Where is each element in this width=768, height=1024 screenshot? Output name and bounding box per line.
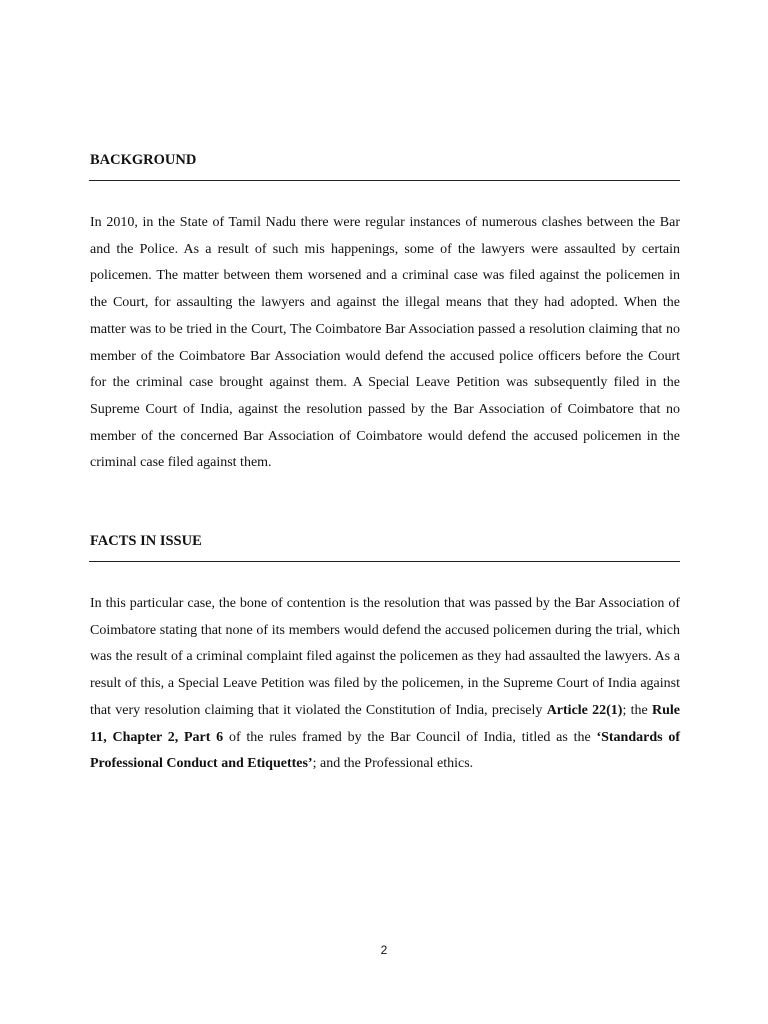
standards-title: ‘Standards of Professional Conduct and Etiquettes’	[90, 729, 680, 772]
background-heading: BACKGROUND	[90, 152, 197, 168]
facts-in-issue-section	[90, 532, 680, 778]
background-section	[90, 151, 680, 477]
facts-text-1: In this particular case, the bone of contention is the resolution that was passed by the Bar Association of Coimbatore stating that none of its members would defend the accused policemen during the trial, which was the result of a criminal complaint filed against the policemen as they had assaulted the lawyers. As a result of this, a Special Leave Petition was filed by the policemen, in the Supreme Court of India against that very resolution claiming that it violated the Constitution of India, precisely	[90, 596, 680, 718]
background-divider	[89, 180, 680, 181]
facts-in-issue-paragraph	[90, 591, 680, 778]
background-paragraph: In 2010, in the State of Tamil Nadu there were regular instances of numerous clashes between the Bar and the Police. As a result of such mis happenings, some of the lawyers were assaulted by certain policemen. The matter between them worsened and a criminal case was filed against the policemen in the Court, for assaulting the lawyers and against the illegal means that they had adopted. When the matter was to be tried in the Court, The Coimbatore Bar Association passed a resolution claiming that no member of the Coimbatore Bar Association would defend the accused police officers before the Court for the criminal case brought against them. A Special Leave Petition was subsequently filed in the Supreme Court of India, against the resolution passed by the Bar Association of Coimbatore that no member of the concerned Bar Association of Coimbatore would defend the accused policemen in the criminal case filed against them.	[90, 215, 680, 471]
page-number: 2	[380, 943, 388, 957]
facts-text-4: ; and the Professional ethics.	[312, 756, 474, 772]
article-reference: Article 22(1)	[546, 702, 623, 718]
rule-reference: Rule 11, Chapter 2, Part 6	[90, 702, 680, 745]
facts-in-issue-divider	[89, 561, 680, 562]
facts-in-issue-heading: FACTS IN ISSUE	[90, 533, 202, 549]
facts-text-2: ; the	[622, 702, 652, 718]
facts-text-3: of the rules framed by the Bar Council of India, titled as the	[223, 729, 597, 745]
